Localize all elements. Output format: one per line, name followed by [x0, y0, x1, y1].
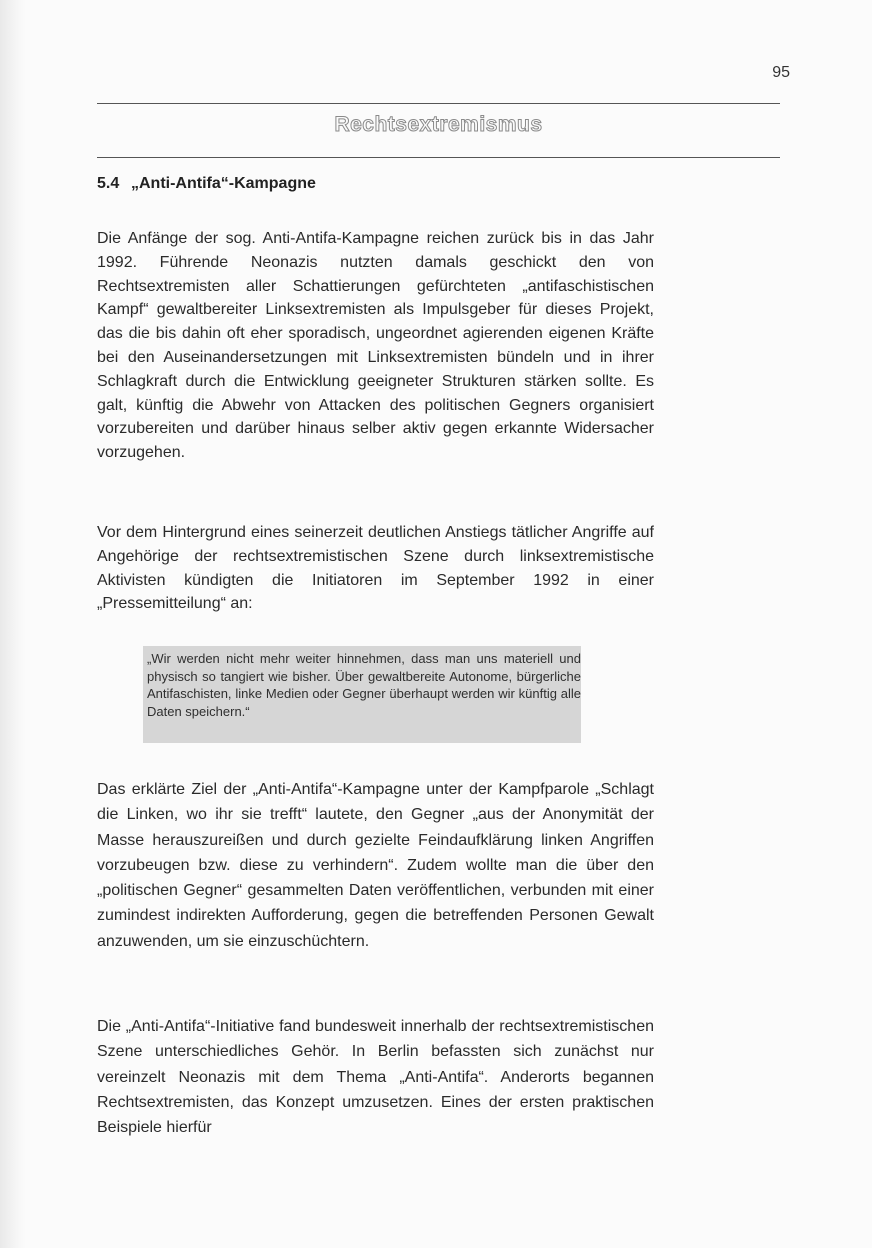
header-rule-bottom: [97, 157, 780, 158]
section-number: 5.4: [97, 175, 120, 192]
header-rule-top: [97, 103, 780, 104]
running-head: Rechtsextremismus: [334, 113, 543, 136]
page-number: 95: [772, 64, 790, 81]
body-paragraph: Die Anfänge der sog. Anti-Antifa-Kampagne reichen zurück bis in das Jahr 1992. Führende Neonazis nutzten damals geschickt den von Rechtsextremisten aller Schattierungen gefürchteten „antifaschistischen Kampf“ gewaltbereiter Linksextremisten als Impulsgeber für dieses Projekt, das die bis dahin oft eher sporadisch, ungeordnet agierenden eigenen Kräfte bei den Auseinandersetzungen mit Linksextremisten bündeln und in ihrer Schlagkraft durch die Entwicklung geeigneter Strukturen stärken sollte. Es galt, künftig die Abwehr von Attacken des politischen Gegners organisiert vorzubereiten und darüber hinaus selber aktiv gegen erkannte Widersacher vorzugehen.: [97, 230, 654, 462]
section-heading: [97, 175, 316, 193]
body-paragraph: Das erklärte Ziel der „Anti-Antifa“-Kampagne unter der Kampfparole „Schlagt die Linken, wo ihr sie trefft“ lautete, den Gegner „aus der Anonymität der Masse herauszureißen und durch gezielte Feindaufklärung linken Angriffen vorzubeugen bzw. diese zu verhindern“. Zudem wollte man die über den „politischen Gegner“ gesammelten Daten veröffentlichen, verbunden mit einer zumindest indirekten Aufforderung, gegen die betreffenden Personen Gewalt anzuwenden, um sie einzuschüchtern.: [97, 781, 654, 950]
scan-edge-shadow: [0, 0, 26, 1248]
body-paragraph: Vor dem Hintergrund eines seinerzeit deutlichen Anstiegs tätlicher Angriffe auf Angehörige der rechtsextremistischen Szene durch linksextremistische Aktivisten kündigten die Initiatoren im September 1992 in einer „Pressemitteilung“ an:: [97, 524, 654, 613]
section-title: „Anti-Antifa“-Kampagne: [131, 175, 316, 192]
body-paragraph: Die „Anti-Antifa“-Initiative fand bundesweit innerhalb der rechtsextremistischen Szene unterschiedliches Gehör. In Berlin befassten sich zunächst nur vereinzelt Neonazis mit dem Thema „Anti-Antifa“. Anderorts begannen Rechtsextremisten, das Konzept umzusetzen. Eines der ersten praktischen Beispiele hierfür: [97, 1018, 654, 1137]
quote-text: „Wir werden nicht mehr weiter hinnehmen, dass man uns materiell und physisch so tangiert wie bisher. Über gewaltbereite Autonome, bürgerliche Antifaschisten, linke Medien oder Gegner überhaupt werden wir künftig alle Daten speichern.“: [147, 651, 581, 719]
